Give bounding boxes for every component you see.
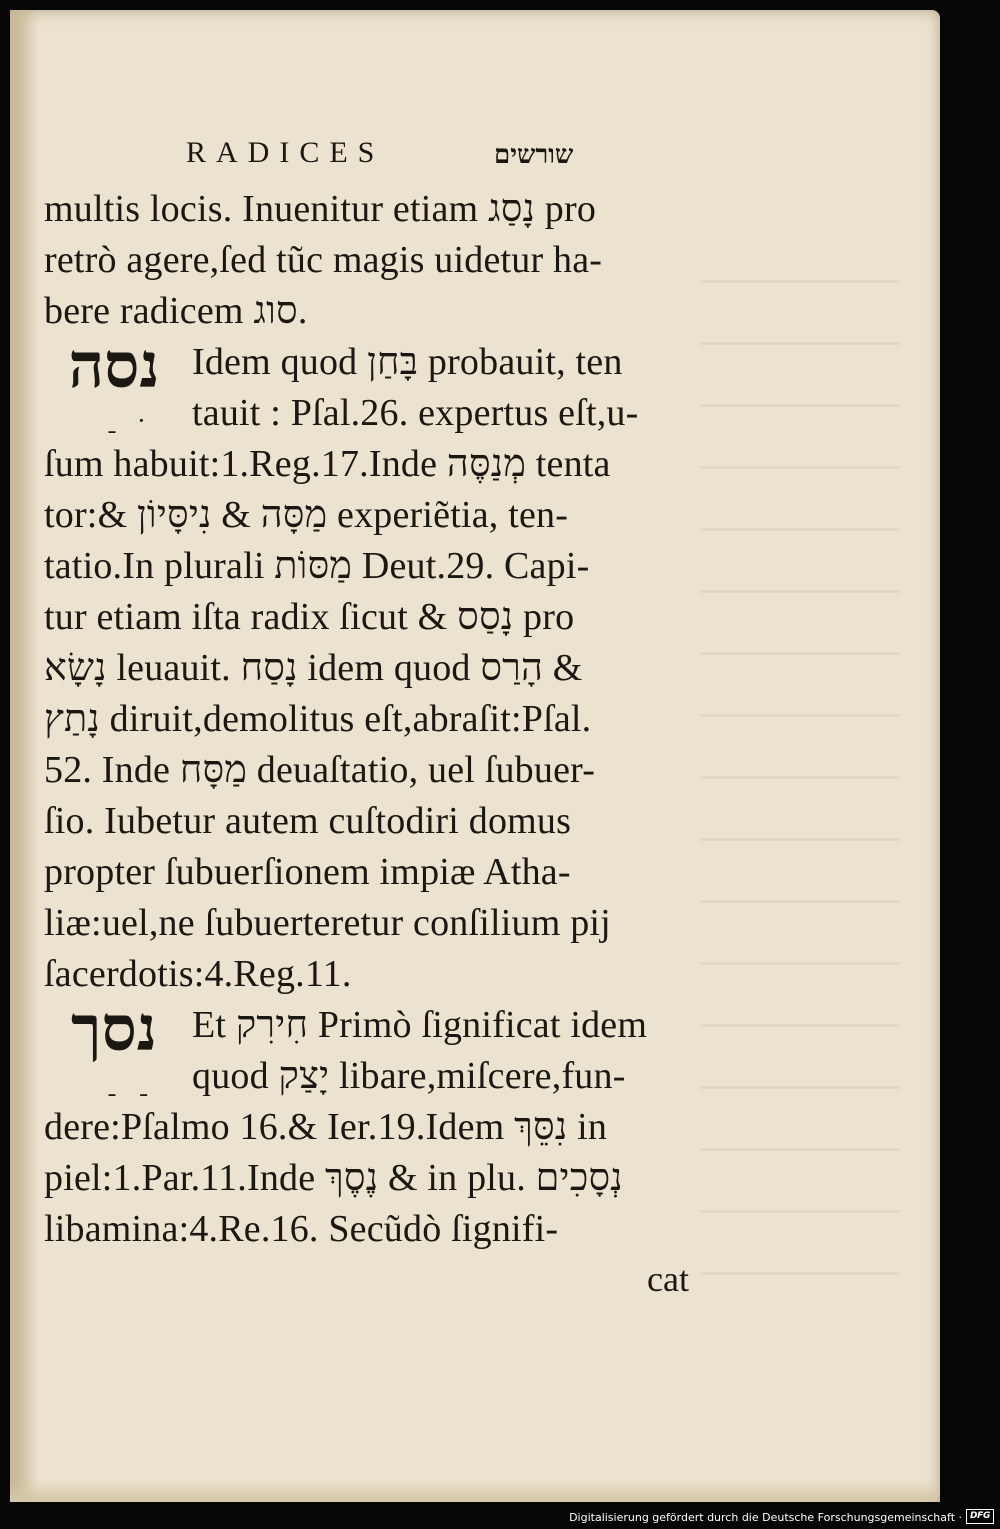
intro-lines (44, 184, 724, 337)
text-line: Idem quod בָּחַן probauit, ten (192, 341, 623, 383)
text-line: libamina:4.Re.16. Secũdò ſignifi- (44, 1208, 559, 1250)
running-head: RADICES (186, 136, 385, 169)
text-line: retrò agere,ſed tũc magis uidetur ha- (44, 239, 603, 281)
hebrew-running-head: שורשים (494, 140, 574, 170)
headword-vowel-marks: ˍ ˍ (106, 1070, 156, 1098)
digitization-footer (0, 1502, 1000, 1529)
text-line: dere:Pſalmo 16.& Ier.19.Idem נִסֵּךְ in (44, 1106, 608, 1148)
catchword: cat (647, 1259, 689, 1299)
headword-vowel-marks: ˍ · (106, 407, 152, 435)
headword-nasah: נסה (68, 329, 160, 402)
text-line: ſacerdotis:4.Reg.11. (44, 953, 352, 995)
entry-nasakh (44, 992, 724, 1255)
text-line: quod יָצַק libare,miſcere,fun- (192, 1055, 626, 1097)
text-line: tauit : Pſal.26. expertus eſt,u- (192, 392, 639, 434)
text-line: bere radicem סוג. (44, 290, 308, 332)
text-line: נָתַץ diruit,demolitus eſt,abraſit:Pſal. (44, 698, 592, 740)
headword-nasakh: נסך (71, 992, 157, 1065)
page-bottom-edge (10, 1480, 940, 1502)
book-page (10, 10, 940, 1502)
entry-nasah (44, 329, 724, 1000)
text-line: 52. Inde מַסָּח deuaſtatio, uel ſubuer- (44, 749, 596, 791)
funding-credit: Digitalisierung gefördert durch die Deutsche Forschungsgemeinschaft · (569, 1511, 962, 1524)
text-line: tor:& מַסָּה & נִיסָּיוֹן experiẽtia, ten- (44, 494, 569, 536)
text-line: propter ſubuerſionem impiæ Atha- (44, 851, 571, 893)
text-line: tur etiam iſta radix ſicut & נָסַס pro (44, 596, 575, 638)
dfg-logo: DFG (966, 1509, 994, 1524)
text-line: multis locis. Inuenitur etiam נָסַג pro (44, 188, 597, 230)
show-through-text (700, 280, 900, 1280)
page-gutter-shadow (10, 10, 38, 1502)
text-line: ſio. Iubetur autem cuſtodiri domus (44, 800, 572, 842)
text-line: ſum habuit:1.Reg.17.Inde מְנַסֶּה tenta (44, 443, 611, 485)
text-line: tatio.In plurali מַסּוֹת Deut.29. Capi- (44, 545, 590, 587)
page-header (44, 128, 724, 184)
text-line: Et חִירִק Primò ſignificat idem (192, 1004, 648, 1046)
text-line: נָשָׂא leuauit. נָסַח idem quod הָרַס & (44, 647, 583, 689)
text-line: piel:1.Par.11.Inde נֶסֶךְ & in plu. נְסָכִים (44, 1157, 623, 1199)
text-block (44, 128, 724, 1255)
text-line: liæ:uel,ne ſubuerteretur conſilium pij (44, 902, 611, 944)
